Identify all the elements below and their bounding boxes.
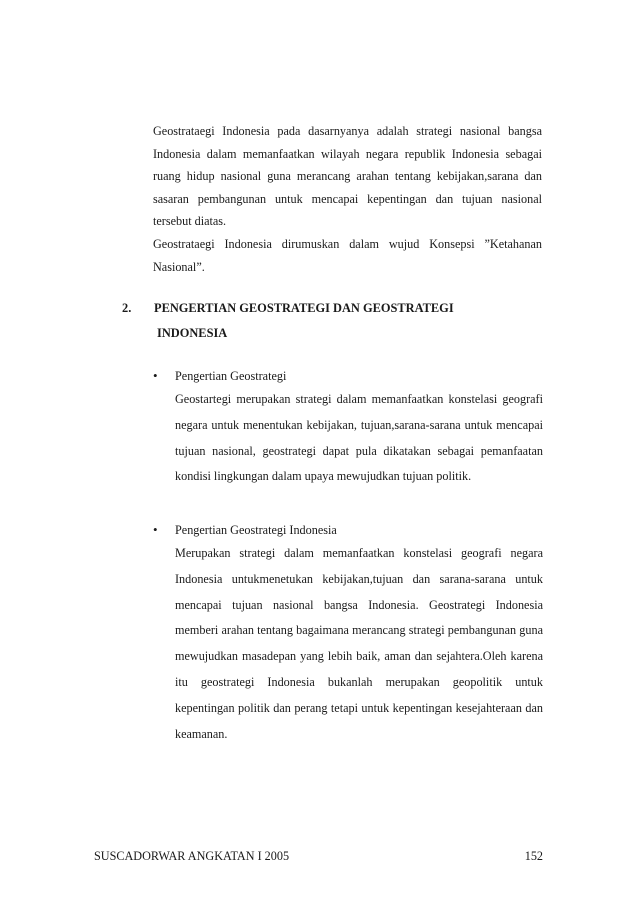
bullet-title-row <box>150 365 543 387</box>
section-number: 2. <box>122 301 132 315</box>
intro-paragraph: Geostrataegi Indonesia dirumuskan dalam wujud Konsepsi ”Ketahanan Nasional”. <box>153 236 542 274</box>
bullet-icon: • <box>153 368 158 383</box>
bullet-body: Merupakan strategi dalam memanfaatkan konstelasi geografi negara Indonesia untukmenetukan kebijakan,tujuan dan sarana-sarana untuk mencapai tujuan nasional bangsa Indonesia. Geostrategi Indonesia memberi arahan tentang bagaimana merancang strategi pembangunan guna mewujudkan masadepan yang lebih baik, aman dan sejahtera.Oleh karena itu geostrategi Indonesia bukanlah merupakan geopolitik untuk kepentingan politik dan perang tetapi untuk kepentingan kesejahteraan dan keamanan. <box>175 546 543 741</box>
footer-title: SUSCADORWAR ANGKATAN I 2005 <box>94 849 290 863</box>
bullet-title-row <box>150 519 543 541</box>
page-number: 152 <box>524 849 543 863</box>
intro-text <box>153 120 542 278</box>
bullet-icon: • <box>153 522 158 537</box>
section-heading <box>122 296 542 346</box>
intro-paragraph: Geostrataegi Indonesia pada dasarnyanya adalah strategi nasional bangsa Indonesia dalam memanfaatkan wilayah negara republik Indonesia sebagai ruang hidup nasional guna merancang arahan tentang kebijakan,sarana dan sasaran pembangunan untuk mencapai kepentingan dan tujuan nasional tersebut diatas. <box>153 124 542 229</box>
section-title-line-1: PENGERTIAN GEOSTRATEGI DAN GEOSTRATEGI <box>154 301 454 315</box>
bullet-body: Geostartegi merupakan strategi dalam memanfaatkan konstelasi geografi negara untuk menentukan kebijakan, tujuan,sarana-sarana untuk mencapai tujuan nasional, geostrategi dapat pula dikatakan sebagai pemanfaatan kondisi lingkungan dalam upaya mewujudkan tujuan politik. <box>175 392 543 484</box>
section-title-line-2: INDONESIA <box>157 326 228 340</box>
bullet-title: Pengertian Geostrategi <box>175 369 287 383</box>
bullet-item <box>150 519 543 747</box>
bullet-title: Pengertian Geostrategi Indonesia <box>175 523 337 537</box>
bullet-item <box>150 365 543 490</box>
